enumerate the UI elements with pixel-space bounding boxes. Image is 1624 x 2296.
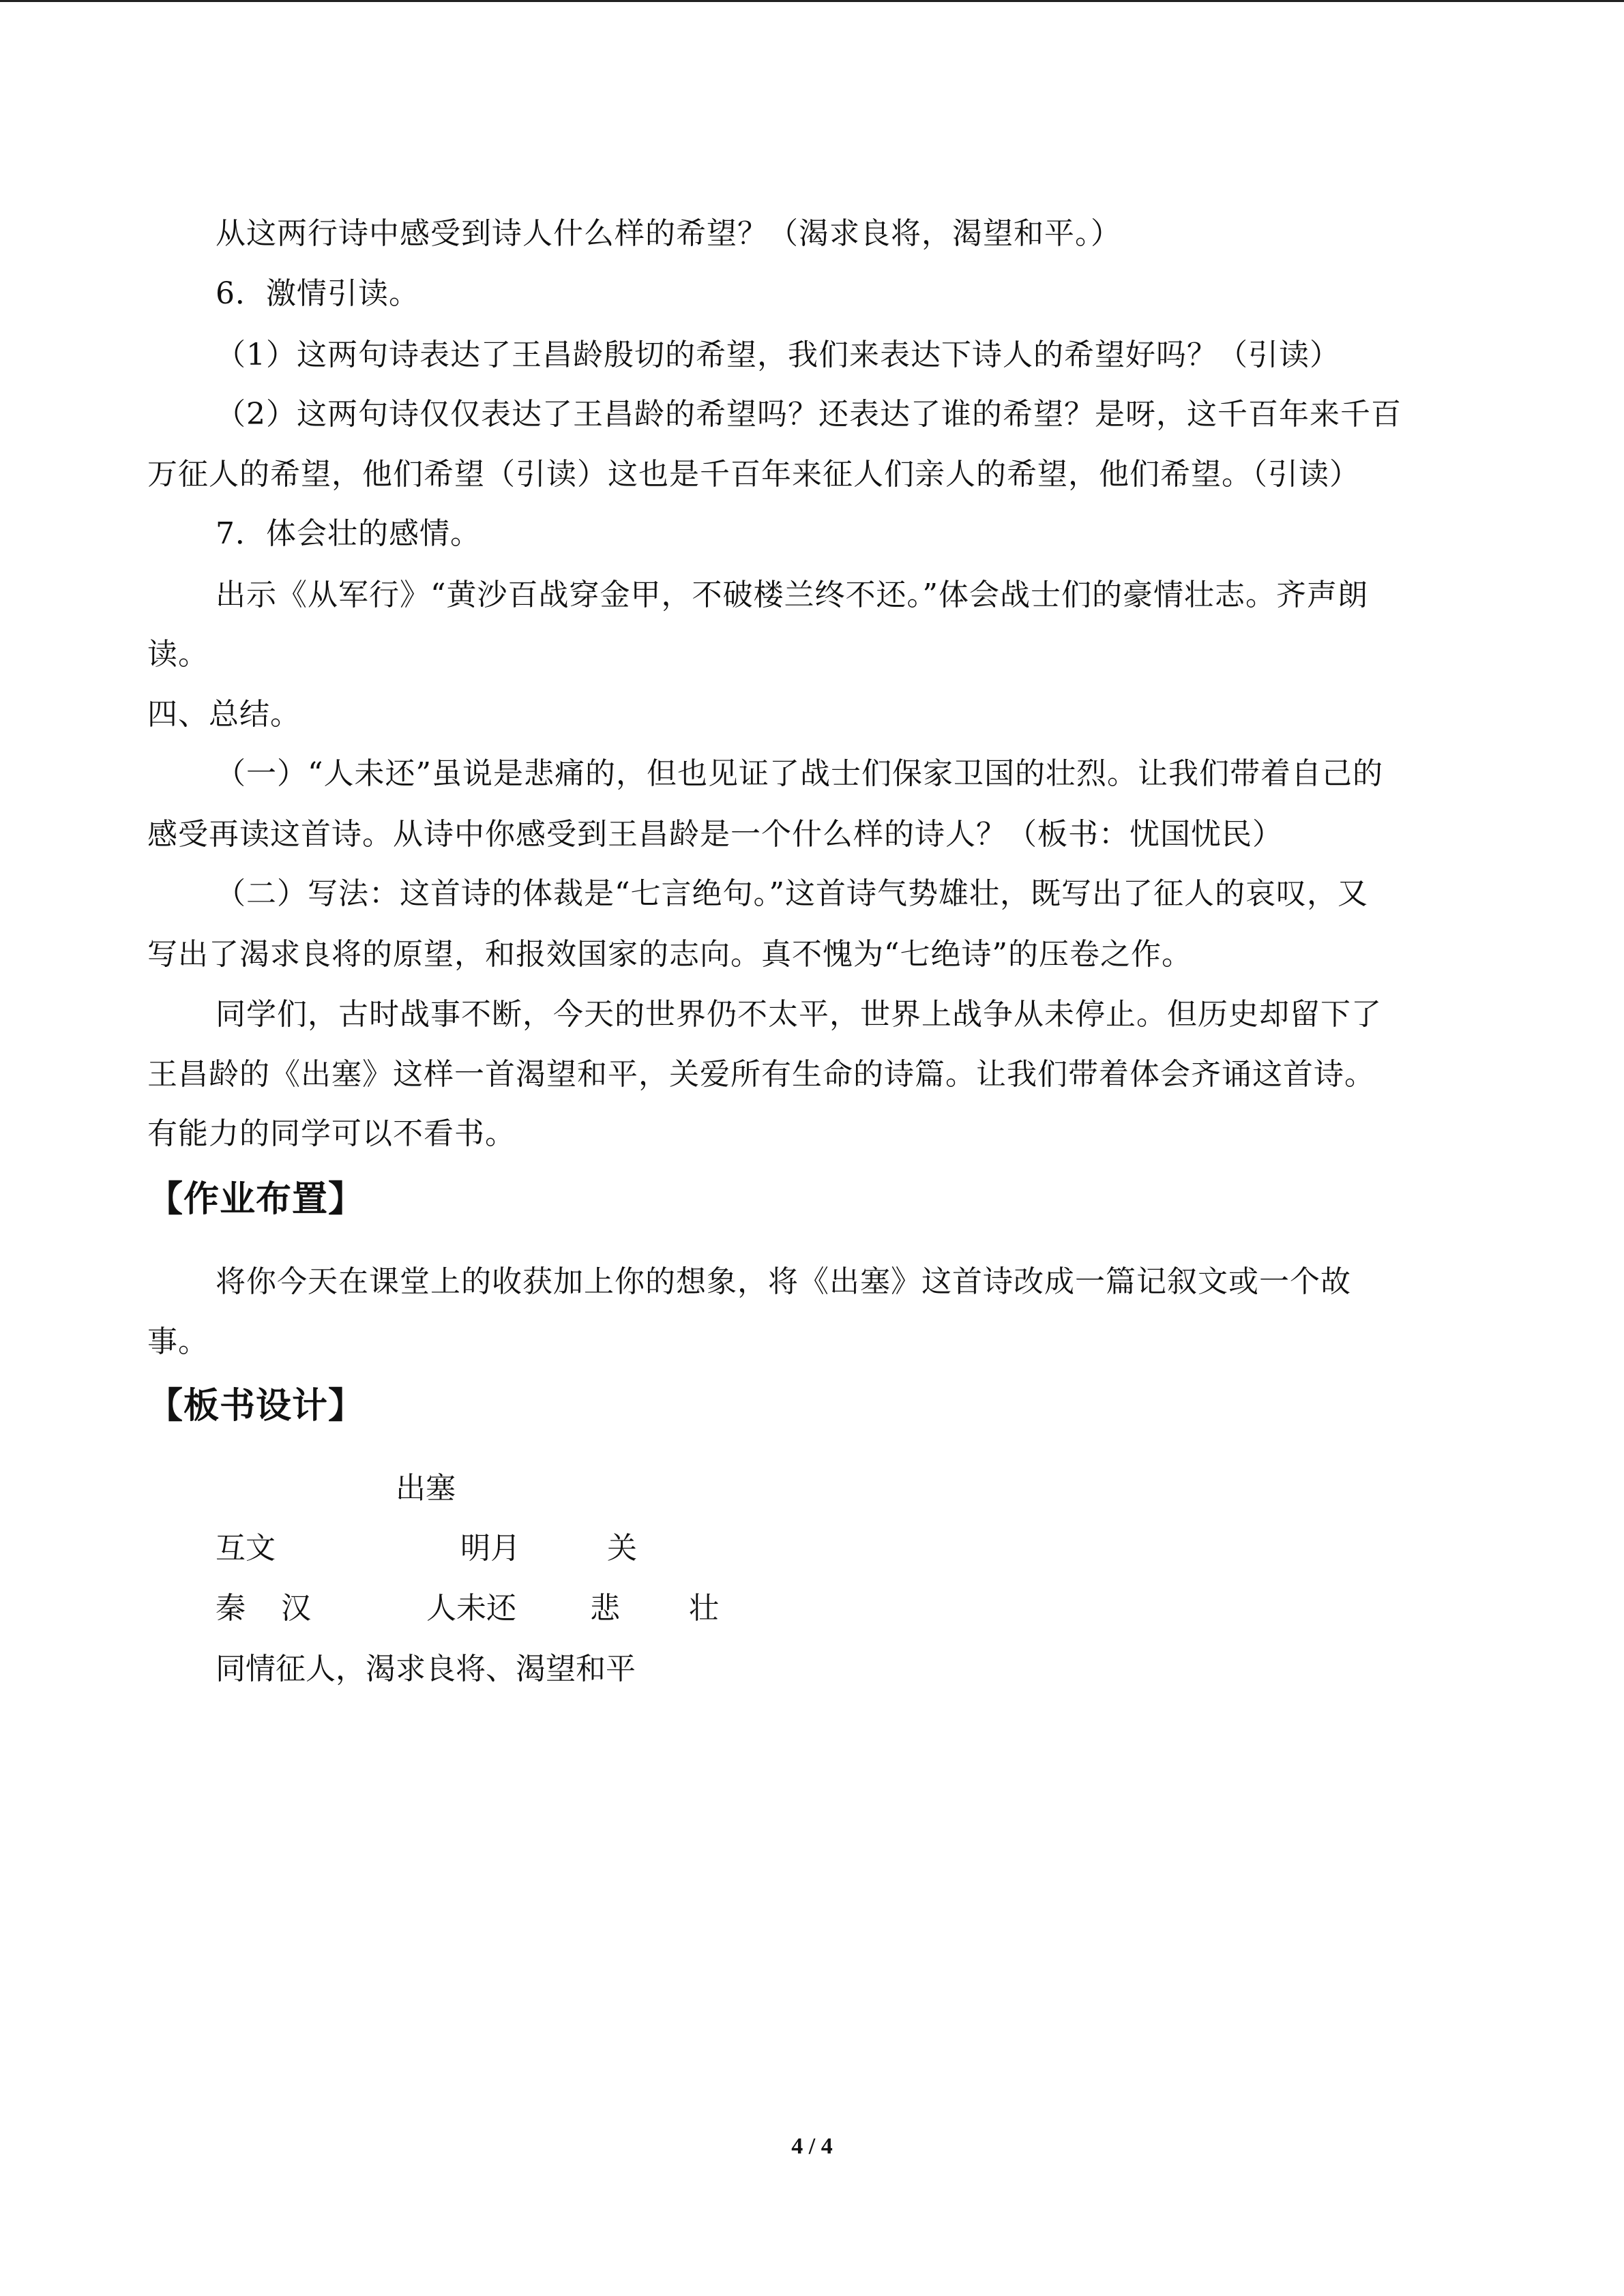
board-cell: 悲 — [590, 1591, 620, 1626]
text-line: 6．激情引读。 — [216, 276, 419, 311]
homework-text: 将你今天在课堂上的收获加上你的想象，将《出塞》这首诗改成一篇记叙文或一个故 — [216, 1264, 1351, 1299]
text-line: 有能力的同学可以不看书。 — [147, 1116, 516, 1151]
text-line: 王昌龄的《出塞》这样一首渴望和平，关爱所有生命的诗篇。让我们带着体会齐诵这首诗。 — [147, 1057, 1375, 1092]
board-title: 出塞 — [396, 1471, 456, 1506]
board-cell: 人未还 — [426, 1591, 516, 1626]
section-title-summary: 四、总结。 — [147, 697, 301, 732]
text-line: （1）这两句诗表达了王昌龄殷切的希望，我们来表达下诗人的希望好吗？（引读） — [216, 338, 1340, 372]
board-cell: 关 — [607, 1531, 637, 1566]
text-line: 写出了渴求良将的原望，和报效国家的志向。真不愧为“七绝诗”的压卷之作。 — [147, 937, 1192, 972]
text-line: （一）“人未还”虽说是悲痛的，但也见证了战士们保家卫国的壮烈。让我们带着自己的 — [216, 756, 1383, 791]
board-design-heading: 【板书设计】 — [147, 1386, 365, 1427]
text-line: 同学们，古时战事不断，今天的世界仍不太平，世界上战争从未停止。但历史却留下了 — [216, 997, 1382, 1032]
text-line: 出示《从军行》“黄沙百战穿金甲，不破楼兰终不还。”体会战士们的豪情壮志。齐声朗 — [216, 578, 1368, 612]
homework-text: 事。 — [147, 1324, 209, 1359]
board-cell: 秦 — [216, 1591, 246, 1626]
text-line: 7．体会壮的感情。 — [216, 516, 481, 551]
top-border — [0, 0, 1624, 2]
board-cell: 壮 — [689, 1591, 719, 1626]
page-number: 4 / 4 — [791, 2134, 833, 2159]
homework-heading: 【作业布置】 — [147, 1179, 365, 1220]
text-line: 感受再读这首诗。从诗中你感受到王昌龄是一个什么样的诗人？（板书：忧国忧民） — [147, 817, 1283, 852]
board-cell: 明月 — [460, 1531, 520, 1566]
text-line: 万征人的希望，他们希望（引读）这也是千百年来征人们亲人的希望，他们希望。（引读） — [147, 457, 1360, 492]
text-line: 读。 — [147, 637, 209, 672]
board-summary: 同情征人，渴求良将、渴望和平 — [216, 1652, 636, 1686]
board-cell: 互文 — [216, 1531, 276, 1566]
text-line: （二）写法：这首诗的体裁是“七言绝句。”这首诗气势雄壮，既写出了征人的哀叹，又 — [216, 876, 1368, 911]
text-line: （2）这两句诗仅仅表达了王昌龄的希望吗？还表达了谁的希望？是呀，这千百年来千百 — [216, 397, 1402, 432]
text-line: 从这两行诗中感受到诗人什么样的希望？（渴求良将，渴望和平。） — [216, 216, 1121, 251]
board-cell: 汉 — [281, 1591, 311, 1626]
